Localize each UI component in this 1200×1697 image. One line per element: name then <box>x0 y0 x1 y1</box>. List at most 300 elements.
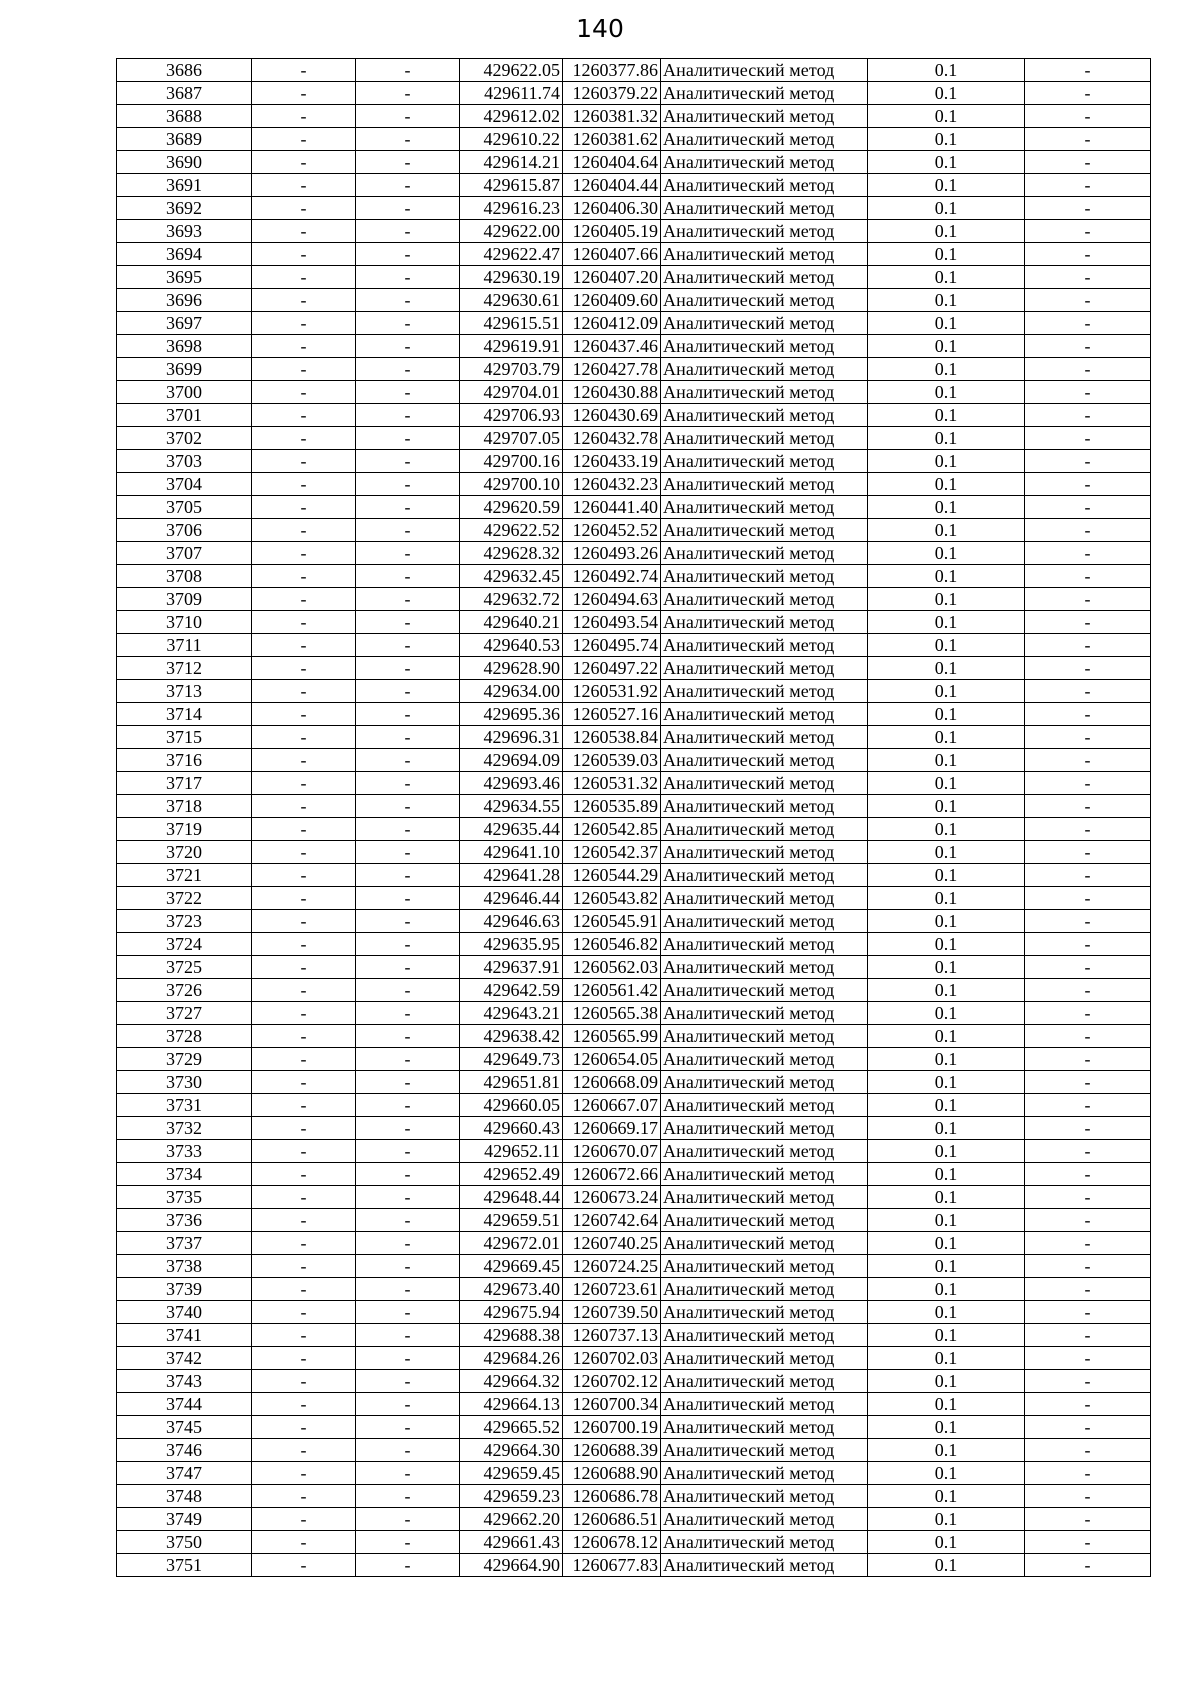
x-coordinate-cell: 429634.00 <box>460 680 563 703</box>
dash-cell: - <box>252 1255 356 1278</box>
dash-cell: - <box>356 1163 460 1186</box>
dash-cell: - <box>252 1370 356 1393</box>
dash-cell: - <box>356 795 460 818</box>
table-row <box>117 634 1151 657</box>
point-number-cell: 3722 <box>117 887 252 910</box>
accuracy-cell: 0.1 <box>868 588 1025 611</box>
dash-cell: - <box>356 1048 460 1071</box>
dash-cell: - <box>252 174 356 197</box>
y-coordinate-cell: 1260546.82 <box>563 933 661 956</box>
point-number-cell: 3728 <box>117 1025 252 1048</box>
method-cell: Аналитический метод <box>661 956 868 979</box>
dash-cell: - <box>252 1439 356 1462</box>
x-coordinate-cell: 429641.10 <box>460 841 563 864</box>
dash-cell: - <box>252 1393 356 1416</box>
dash-cell: - <box>1025 1140 1151 1163</box>
table-row <box>117 105 1151 128</box>
dash-cell: - <box>1025 427 1151 450</box>
y-coordinate-cell: 1260688.39 <box>563 1439 661 1462</box>
table-row <box>117 174 1151 197</box>
point-number-cell: 3697 <box>117 312 252 335</box>
dash-cell: - <box>252 105 356 128</box>
method-cell: Аналитический метод <box>661 335 868 358</box>
dash-cell: - <box>1025 726 1151 749</box>
x-coordinate-cell: 429652.11 <box>460 1140 563 1163</box>
point-number-cell: 3709 <box>117 588 252 611</box>
table-row <box>117 1025 1151 1048</box>
x-coordinate-cell: 429661.43 <box>460 1531 563 1554</box>
method-cell: Аналитический метод <box>661 174 868 197</box>
dash-cell: - <box>252 1163 356 1186</box>
method-cell: Аналитический метод <box>661 266 868 289</box>
table-row <box>117 1278 1151 1301</box>
dash-cell: - <box>1025 1071 1151 1094</box>
x-coordinate-cell: 429628.90 <box>460 657 563 680</box>
dash-cell: - <box>1025 749 1151 772</box>
accuracy-cell: 0.1 <box>868 565 1025 588</box>
table-row <box>117 933 1151 956</box>
table-row <box>117 1163 1151 1186</box>
dash-cell: - <box>252 427 356 450</box>
x-coordinate-cell: 429664.32 <box>460 1370 563 1393</box>
table-row <box>117 818 1151 841</box>
dash-cell: - <box>1025 1393 1151 1416</box>
accuracy-cell: 0.1 <box>868 1416 1025 1439</box>
point-number-cell: 3738 <box>117 1255 252 1278</box>
point-number-cell: 3686 <box>117 59 252 82</box>
y-coordinate-cell: 1260405.19 <box>563 220 661 243</box>
point-number-cell: 3713 <box>117 680 252 703</box>
y-coordinate-cell: 1260412.09 <box>563 312 661 335</box>
y-coordinate-cell: 1260527.16 <box>563 703 661 726</box>
dash-cell: - <box>1025 703 1151 726</box>
x-coordinate-cell: 429630.61 <box>460 289 563 312</box>
y-coordinate-cell: 1260670.07 <box>563 1140 661 1163</box>
table-row <box>117 519 1151 542</box>
dash-cell: - <box>356 1186 460 1209</box>
x-coordinate-cell: 429643.21 <box>460 1002 563 1025</box>
page-number: 140 <box>576 14 624 43</box>
table-row <box>117 887 1151 910</box>
x-coordinate-cell: 429703.79 <box>460 358 563 381</box>
dash-cell: - <box>356 381 460 404</box>
dash-cell: - <box>252 680 356 703</box>
table-row <box>117 335 1151 358</box>
accuracy-cell: 0.1 <box>868 703 1025 726</box>
x-coordinate-cell: 429659.45 <box>460 1462 563 1485</box>
y-coordinate-cell: 1260737.13 <box>563 1324 661 1347</box>
point-number-cell: 3742 <box>117 1347 252 1370</box>
table-row <box>117 795 1151 818</box>
dash-cell: - <box>356 243 460 266</box>
accuracy-cell: 0.1 <box>868 312 1025 335</box>
y-coordinate-cell: 1260494.63 <box>563 588 661 611</box>
method-cell: Аналитический метод <box>661 703 868 726</box>
dash-cell: - <box>252 1209 356 1232</box>
accuracy-cell: 0.1 <box>868 1186 1025 1209</box>
accuracy-cell: 0.1 <box>868 473 1025 496</box>
point-number-cell: 3710 <box>117 611 252 634</box>
table-row <box>117 266 1151 289</box>
y-coordinate-cell: 1260539.03 <box>563 749 661 772</box>
dash-cell: - <box>252 473 356 496</box>
dash-cell: - <box>356 1025 460 1048</box>
table-row <box>117 82 1151 105</box>
x-coordinate-cell: 429642.59 <box>460 979 563 1002</box>
dash-cell: - <box>1025 1209 1151 1232</box>
method-cell: Аналитический метод <box>661 151 868 174</box>
y-coordinate-cell: 1260700.19 <box>563 1416 661 1439</box>
dash-cell: - <box>252 243 356 266</box>
dash-cell: - <box>356 289 460 312</box>
table-row <box>117 1048 1151 1071</box>
x-coordinate-cell: 429659.23 <box>460 1485 563 1508</box>
method-cell: Аналитический метод <box>661 243 868 266</box>
x-coordinate-cell: 429610.22 <box>460 128 563 151</box>
y-coordinate-cell: 1260430.88 <box>563 381 661 404</box>
y-coordinate-cell: 1260678.12 <box>563 1531 661 1554</box>
x-coordinate-cell: 429688.38 <box>460 1324 563 1347</box>
table-row <box>117 427 1151 450</box>
x-coordinate-cell: 429646.44 <box>460 887 563 910</box>
dash-cell: - <box>252 1485 356 1508</box>
accuracy-cell: 0.1 <box>868 220 1025 243</box>
dash-cell: - <box>252 59 356 82</box>
point-number-cell: 3729 <box>117 1048 252 1071</box>
dash-cell: - <box>1025 1163 1151 1186</box>
table-row <box>117 59 1151 82</box>
method-cell: Аналитический метод <box>661 864 868 887</box>
accuracy-cell: 0.1 <box>868 59 1025 82</box>
point-number-cell: 3701 <box>117 404 252 427</box>
dash-cell: - <box>252 1347 356 1370</box>
accuracy-cell: 0.1 <box>868 726 1025 749</box>
point-number-cell: 3735 <box>117 1186 252 1209</box>
dash-cell: - <box>356 565 460 588</box>
point-number-cell: 3736 <box>117 1209 252 1232</box>
x-coordinate-cell: 429649.73 <box>460 1048 563 1071</box>
dash-cell: - <box>1025 588 1151 611</box>
accuracy-cell: 0.1 <box>868 933 1025 956</box>
dash-cell: - <box>252 979 356 1002</box>
point-number-cell: 3691 <box>117 174 252 197</box>
x-coordinate-cell: 429696.31 <box>460 726 563 749</box>
dash-cell: - <box>252 496 356 519</box>
method-cell: Аналитический метод <box>661 1255 868 1278</box>
x-coordinate-cell: 429638.42 <box>460 1025 563 1048</box>
accuracy-cell: 0.1 <box>868 1370 1025 1393</box>
method-cell: Аналитический метод <box>661 82 868 105</box>
dash-cell: - <box>1025 1439 1151 1462</box>
accuracy-cell: 0.1 <box>868 749 1025 772</box>
point-number-cell: 3696 <box>117 289 252 312</box>
dash-cell: - <box>252 381 356 404</box>
method-cell: Аналитический метод <box>661 128 868 151</box>
x-coordinate-cell: 429700.16 <box>460 450 563 473</box>
dash-cell: - <box>356 979 460 1002</box>
dash-cell: - <box>252 956 356 979</box>
dash-cell: - <box>356 450 460 473</box>
point-number-cell: 3726 <box>117 979 252 1002</box>
dash-cell: - <box>1025 1508 1151 1531</box>
table-row <box>117 1324 1151 1347</box>
point-number-cell: 3723 <box>117 910 252 933</box>
method-cell: Аналитический метод <box>661 565 868 588</box>
table-row <box>117 1370 1151 1393</box>
method-cell: Аналитический метод <box>661 197 868 220</box>
dash-cell: - <box>1025 289 1151 312</box>
x-coordinate-cell: 429619.91 <box>460 335 563 358</box>
point-number-cell: 3739 <box>117 1278 252 1301</box>
table-row <box>117 151 1151 174</box>
accuracy-cell: 0.1 <box>868 289 1025 312</box>
dash-cell: - <box>1025 197 1151 220</box>
dash-cell: - <box>252 588 356 611</box>
dash-cell: - <box>356 1232 460 1255</box>
accuracy-cell: 0.1 <box>868 82 1025 105</box>
x-coordinate-cell: 429695.36 <box>460 703 563 726</box>
point-number-cell: 3692 <box>117 197 252 220</box>
accuracy-cell: 0.1 <box>868 1554 1025 1577</box>
accuracy-cell: 0.1 <box>868 772 1025 795</box>
table-row <box>117 749 1151 772</box>
method-cell: Аналитический метод <box>661 1347 868 1370</box>
dash-cell: - <box>356 1462 460 1485</box>
dash-cell: - <box>1025 266 1151 289</box>
dash-cell: - <box>356 404 460 427</box>
y-coordinate-cell: 1260565.99 <box>563 1025 661 1048</box>
method-cell: Аналитический метод <box>661 450 868 473</box>
x-coordinate-cell: 429673.40 <box>460 1278 563 1301</box>
dash-cell: - <box>1025 496 1151 519</box>
y-coordinate-cell: 1260432.78 <box>563 427 661 450</box>
dash-cell: - <box>356 496 460 519</box>
dash-cell: - <box>356 542 460 565</box>
dash-cell: - <box>356 151 460 174</box>
y-coordinate-cell: 1260427.78 <box>563 358 661 381</box>
point-number-cell: 3740 <box>117 1301 252 1324</box>
method-cell: Аналитический метод <box>661 381 868 404</box>
dash-cell: - <box>1025 312 1151 335</box>
y-coordinate-cell: 1260406.30 <box>563 197 661 220</box>
accuracy-cell: 0.1 <box>868 174 1025 197</box>
dash-cell: - <box>1025 956 1151 979</box>
x-coordinate-cell: 429660.43 <box>460 1117 563 1140</box>
dash-cell: - <box>356 473 460 496</box>
dash-cell: - <box>1025 243 1151 266</box>
dash-cell: - <box>356 772 460 795</box>
dash-cell: - <box>252 887 356 910</box>
table-row <box>117 358 1151 381</box>
point-number-cell: 3746 <box>117 1439 252 1462</box>
y-coordinate-cell: 1260543.82 <box>563 887 661 910</box>
dash-cell: - <box>356 1393 460 1416</box>
dash-cell: - <box>356 1094 460 1117</box>
accuracy-cell: 0.1 <box>868 910 1025 933</box>
accuracy-cell: 0.1 <box>868 1094 1025 1117</box>
dash-cell: - <box>356 1554 460 1577</box>
method-cell: Аналитический метод <box>661 59 868 82</box>
accuracy-cell: 0.1 <box>868 335 1025 358</box>
point-number-cell: 3731 <box>117 1094 252 1117</box>
dash-cell: - <box>1025 1347 1151 1370</box>
dash-cell: - <box>356 818 460 841</box>
x-coordinate-cell: 429622.00 <box>460 220 563 243</box>
y-coordinate-cell: 1260724.25 <box>563 1255 661 1278</box>
point-number-cell: 3734 <box>117 1163 252 1186</box>
dash-cell: - <box>356 1278 460 1301</box>
method-cell: Аналитический метод <box>661 795 868 818</box>
dash-cell: - <box>1025 841 1151 864</box>
table-row <box>117 703 1151 726</box>
y-coordinate-cell: 1260668.09 <box>563 1071 661 1094</box>
dash-cell: - <box>1025 1255 1151 1278</box>
x-coordinate-cell: 429694.09 <box>460 749 563 772</box>
x-coordinate-cell: 429622.47 <box>460 243 563 266</box>
x-coordinate-cell: 429652.49 <box>460 1163 563 1186</box>
accuracy-cell: 0.1 <box>868 1324 1025 1347</box>
x-coordinate-cell: 429630.19 <box>460 266 563 289</box>
point-number-cell: 3721 <box>117 864 252 887</box>
dash-cell: - <box>252 1508 356 1531</box>
method-cell: Аналитический метод <box>661 1393 868 1416</box>
dash-cell: - <box>356 1071 460 1094</box>
dash-cell: - <box>252 1554 356 1577</box>
y-coordinate-cell: 1260404.64 <box>563 151 661 174</box>
x-coordinate-cell: 429669.45 <box>460 1255 563 1278</box>
y-coordinate-cell: 1260437.46 <box>563 335 661 358</box>
point-number-cell: 3690 <box>117 151 252 174</box>
dash-cell: - <box>1025 1485 1151 1508</box>
dash-cell: - <box>1025 1531 1151 1554</box>
method-cell: Аналитический метод <box>661 749 868 772</box>
point-number-cell: 3716 <box>117 749 252 772</box>
y-coordinate-cell: 1260702.03 <box>563 1347 661 1370</box>
point-number-cell: 3706 <box>117 519 252 542</box>
point-number-cell: 3724 <box>117 933 252 956</box>
dash-cell: - <box>356 197 460 220</box>
dash-cell: - <box>252 1094 356 1117</box>
accuracy-cell: 0.1 <box>868 611 1025 634</box>
method-cell: Аналитический метод <box>661 933 868 956</box>
dash-cell: - <box>1025 611 1151 634</box>
accuracy-cell: 0.1 <box>868 358 1025 381</box>
y-coordinate-cell: 1260535.89 <box>563 795 661 818</box>
accuracy-cell: 0.1 <box>868 381 1025 404</box>
method-cell: Аналитический метод <box>661 1025 868 1048</box>
dash-cell: - <box>252 1301 356 1324</box>
x-coordinate-cell: 429648.44 <box>460 1186 563 1209</box>
dash-cell: - <box>252 1117 356 1140</box>
method-cell: Аналитический метод <box>661 772 868 795</box>
y-coordinate-cell: 1260407.20 <box>563 266 661 289</box>
accuracy-cell: 0.1 <box>868 1255 1025 1278</box>
point-number-cell: 3703 <box>117 450 252 473</box>
method-cell: Аналитический метод <box>661 1439 868 1462</box>
dash-cell: - <box>252 1531 356 1554</box>
x-coordinate-cell: 429665.52 <box>460 1416 563 1439</box>
dash-cell: - <box>356 128 460 151</box>
method-cell: Аналитический метод <box>661 1209 868 1232</box>
table-row <box>117 726 1151 749</box>
dash-cell: - <box>252 795 356 818</box>
dash-cell: - <box>1025 1370 1151 1393</box>
accuracy-cell: 0.1 <box>868 1163 1025 1186</box>
table-row <box>117 128 1151 151</box>
table-row <box>117 1117 1151 1140</box>
dash-cell: - <box>252 933 356 956</box>
accuracy-cell: 0.1 <box>868 1117 1025 1140</box>
dash-cell: - <box>252 1462 356 1485</box>
point-number-cell: 3717 <box>117 772 252 795</box>
table-row <box>117 473 1151 496</box>
table-row <box>117 956 1151 979</box>
method-cell: Аналитический метод <box>661 220 868 243</box>
dash-cell: - <box>356 1255 460 1278</box>
point-number-cell: 3725 <box>117 956 252 979</box>
dash-cell: - <box>252 1025 356 1048</box>
y-coordinate-cell: 1260409.60 <box>563 289 661 312</box>
dash-cell: - <box>1025 473 1151 496</box>
table-row <box>117 657 1151 680</box>
y-coordinate-cell: 1260544.29 <box>563 864 661 887</box>
dash-cell: - <box>1025 795 1151 818</box>
point-number-cell: 3727 <box>117 1002 252 1025</box>
method-cell: Аналитический метод <box>661 1508 868 1531</box>
coordinates-table <box>116 58 1151 1577</box>
y-coordinate-cell: 1260673.24 <box>563 1186 661 1209</box>
accuracy-cell: 0.1 <box>868 542 1025 565</box>
x-coordinate-cell: 429620.59 <box>460 496 563 519</box>
point-number-cell: 3749 <box>117 1508 252 1531</box>
point-number-cell: 3712 <box>117 657 252 680</box>
y-coordinate-cell: 1260542.37 <box>563 841 661 864</box>
point-number-cell: 3720 <box>117 841 252 864</box>
x-coordinate-cell: 429622.05 <box>460 59 563 82</box>
point-number-cell: 3737 <box>117 1232 252 1255</box>
accuracy-cell: 0.1 <box>868 680 1025 703</box>
method-cell: Аналитический метод <box>661 105 868 128</box>
dash-cell: - <box>356 1209 460 1232</box>
dash-cell: - <box>252 772 356 795</box>
point-number-cell: 3718 <box>117 795 252 818</box>
x-coordinate-cell: 429641.28 <box>460 864 563 887</box>
method-cell: Аналитический метод <box>661 312 868 335</box>
dash-cell: - <box>1025 1186 1151 1209</box>
y-coordinate-cell: 1260495.74 <box>563 634 661 657</box>
point-number-cell: 3750 <box>117 1531 252 1554</box>
point-number-cell: 3748 <box>117 1485 252 1508</box>
dash-cell: - <box>1025 1048 1151 1071</box>
point-number-cell: 3688 <box>117 105 252 128</box>
y-coordinate-cell: 1260542.85 <box>563 818 661 841</box>
x-coordinate-cell: 429660.05 <box>460 1094 563 1117</box>
table-row <box>117 1393 1151 1416</box>
dash-cell: - <box>356 358 460 381</box>
table-row <box>117 496 1151 519</box>
dash-cell: - <box>356 220 460 243</box>
accuracy-cell: 0.1 <box>868 1048 1025 1071</box>
x-coordinate-cell: 429612.02 <box>460 105 563 128</box>
dash-cell: - <box>356 266 460 289</box>
dash-cell: - <box>252 864 356 887</box>
x-coordinate-cell: 429684.26 <box>460 1347 563 1370</box>
dash-cell: - <box>1025 1025 1151 1048</box>
y-coordinate-cell: 1260561.42 <box>563 979 661 1002</box>
method-cell: Аналитический метод <box>661 588 868 611</box>
y-coordinate-cell: 1260677.83 <box>563 1554 661 1577</box>
point-number-cell: 3693 <box>117 220 252 243</box>
